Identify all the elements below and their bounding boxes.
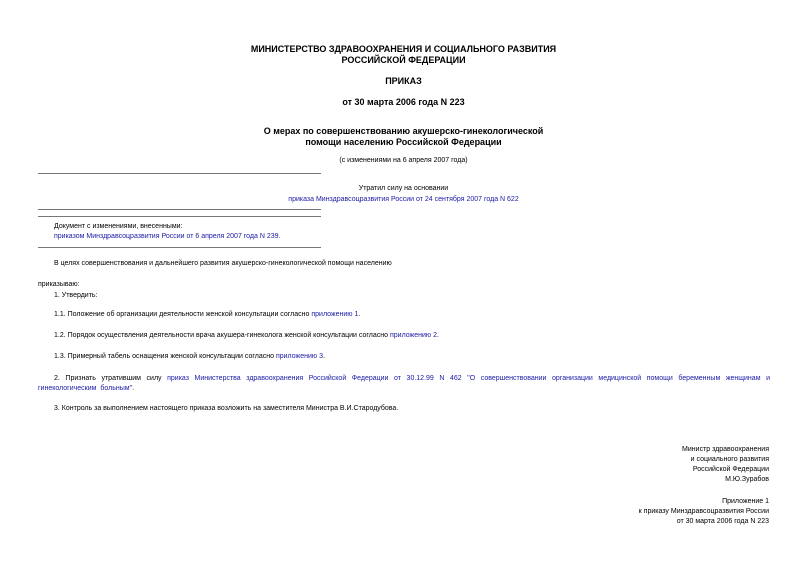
appendix-line-1: Приложение 1 [722, 498, 769, 505]
changes-label: Документ с изменениями, внесенными: [54, 223, 183, 230]
paragraph-1-1 [54, 311, 360, 318]
appendix-line-2: к приказу Минздравсоцразвития России [638, 508, 769, 515]
paragraph-text: 1.3. Примерный табель оснащения женской консультации согласно [54, 353, 276, 360]
doc-date-number: от 30 марта 2006 года N 223 [342, 97, 465, 107]
signature-line-1: Министр здравоохранения [682, 446, 769, 453]
divider [38, 216, 321, 217]
paragraph-text: 1.2. Порядок осуществления деятельности врача акушера-гинеколога женской консультации согласно [54, 332, 390, 339]
amendment-note: (с изменениями на 6 апреля 2007 года) [339, 157, 468, 164]
paragraph-2 [38, 374, 770, 394]
order-word: приказываю: [38, 281, 80, 288]
appendix-1-link[interactable]: приложению 1 [311, 311, 359, 318]
paragraph-1-2 [54, 332, 439, 339]
changes-link[interactable]: приказом Минздравсоцразвития России от 6 апреля 2007 года N 239. [54, 233, 281, 240]
period: . [322, 353, 325, 360]
paragraph-1: 1. Утвердить: [54, 292, 98, 299]
paragraph-3: 3. Контроль за выполнением настоящего приказа возложить на заместителя Министра В.И.Стародубова. [54, 405, 399, 412]
signature-line-2: и социального развития [690, 456, 769, 463]
appendix-2-link[interactable]: приложению 2 [389, 332, 437, 339]
status-link[interactable]: приказа Минздравсоцразвития России от 24 сентября 2007 года N 622 [288, 196, 519, 203]
appendix-line-3: от 30 марта 2006 года N 223 [676, 518, 769, 525]
divider [38, 247, 321, 248]
revoked-order-link[interactable]: приказ Министерства здравоохранения Российской Федерации от 30.12.99 N 462 "О совершенствовании организации медицинской помощи беременным женщинам и гинекологическим больным" [38, 375, 770, 392]
ministry-line-1: МИНИСТЕРСТВО ЗДРАВООХРАНЕНИЯ И СОЦИАЛЬНОГО РАЗВИТИЯ [250, 44, 557, 54]
signature-line-3: Российской Федерации [692, 466, 769, 473]
ministry-line-2: РОССИЙСКОЙ ФЕДЕРАЦИИ [341, 55, 466, 65]
doc-title-line-1: О мерах по совершенствованию акушерско-гинекологической [263, 126, 544, 136]
signature-name: М.Ю.Зурабов [725, 476, 769, 483]
paragraph-text: 1.1. Положение об организации деятельности женской консультации согласно [54, 311, 312, 318]
paragraph-1-3 [54, 353, 325, 360]
divider [38, 209, 321, 210]
paragraph-text: 2. Признать утратившим силу [54, 375, 168, 382]
period: . [132, 385, 135, 392]
doc-title-line-2: помощи населению Российской Федерации [305, 137, 502, 147]
status-label: Утратил силу на основании [358, 185, 449, 192]
period: . [358, 311, 361, 318]
intro-paragraph: В целях совершенствования и дальнейшего развития акушерско-гинекологической помощи населению [54, 260, 392, 267]
period: . [436, 332, 439, 339]
doc-type: ПРИКАЗ [385, 76, 422, 86]
appendix-3-link[interactable]: приложению 3 [275, 353, 323, 360]
divider [38, 173, 321, 174]
